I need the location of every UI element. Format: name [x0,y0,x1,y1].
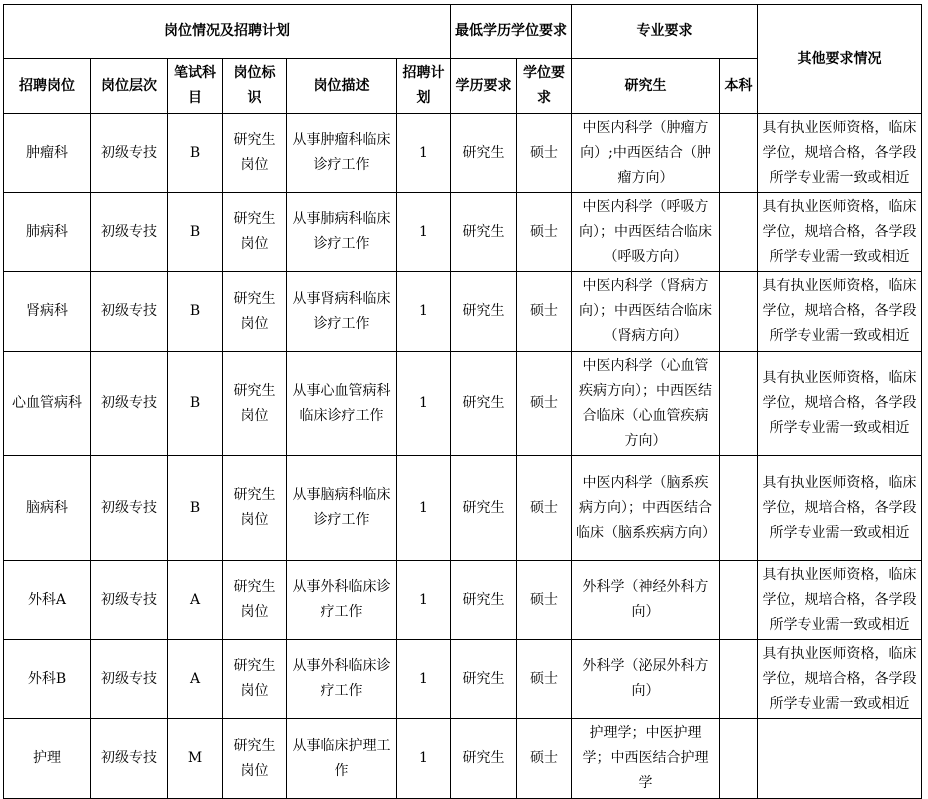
header-col-bachelor: 本科 [720,59,758,114]
cell-other [758,719,922,799]
cell-tag: 研究生岗位 [223,114,287,193]
header-col-position: 招聘岗位 [4,59,91,114]
cell-desc: 从事心血管病科临床诊疗工作 [287,352,397,456]
table-row [4,114,922,193]
cell-desc: 从事外科临床诊疗工作 [287,561,397,640]
cell-position: 心血管病科 [4,352,91,456]
header-col-desc: 岗位描述 [287,59,397,114]
cell-desc: 从事临床护理工作 [287,719,397,799]
header-group-degree: 最低学历学位要求 [451,5,572,59]
header-group-major: 专业要求 [572,5,758,59]
cell-level: 初级专技 [91,640,168,719]
table-row [4,272,922,352]
cell-bachelor [720,114,758,193]
cell-grad-major: 中医内科学（肾病方向）；中西医结合临床（肾病方向） [572,272,720,352]
cell-degree: 硕士 [517,719,572,799]
cell-exam: M [168,719,223,799]
cell-edu: 研究生 [451,719,517,799]
header-group-position: 岗位情况及招聘计划 [4,5,451,59]
cell-plan: 1 [397,561,451,640]
cell-degree: 硕士 [517,193,572,272]
cell-edu: 研究生 [451,352,517,456]
cell-level: 初级专技 [91,193,168,272]
cell-position: 肺病科 [4,193,91,272]
cell-grad-major: 中医内科学（肿瘤方向）;中西医结合（肿瘤方向） [572,114,720,193]
cell-degree: 硕士 [517,272,572,352]
cell-plan: 1 [397,114,451,193]
cell-position: 护理 [4,719,91,799]
table-row [4,561,922,640]
header-col-level: 岗位层次 [91,59,168,114]
header-row-1 [4,5,922,59]
cell-other: 具有执业医师资格，临床学位，规培合格，各学段所学专业需一致或相近 [758,456,922,561]
header-col-grad: 研究生 [572,59,720,114]
cell-level: 初级专技 [91,114,168,193]
cell-position: 外科A [4,561,91,640]
cell-bachelor [720,456,758,561]
cell-tag: 研究生岗位 [223,640,287,719]
cell-desc: 从事肾病科临床诊疗工作 [287,272,397,352]
table-row [4,719,922,799]
cell-degree: 硕士 [517,114,572,193]
cell-bachelor [720,640,758,719]
header-col-tag: 岗位标识 [223,59,287,114]
cell-exam: A [168,561,223,640]
cell-tag: 研究生岗位 [223,352,287,456]
cell-tag: 研究生岗位 [223,456,287,561]
recruitment-table [3,4,922,799]
cell-edu: 研究生 [451,272,517,352]
cell-position: 肾病科 [4,272,91,352]
cell-tag: 研究生岗位 [223,272,287,352]
cell-exam: B [168,114,223,193]
cell-grad-major: 中医内科学（呼吸方向）；中西医结合临床（呼吸方向） [572,193,720,272]
cell-position: 外科B [4,640,91,719]
cell-exam: A [168,640,223,719]
header-other: 其他要求情况 [758,5,922,114]
cell-exam: B [168,193,223,272]
cell-plan: 1 [397,272,451,352]
cell-edu: 研究生 [451,114,517,193]
cell-level: 初级专技 [91,352,168,456]
cell-tag: 研究生岗位 [223,719,287,799]
cell-plan: 1 [397,719,451,799]
cell-level: 初级专技 [91,719,168,799]
table-row [4,193,922,272]
cell-bachelor [720,561,758,640]
cell-other: 具有执业医师资格，临床学位，规培合格，各学段所学专业需一致或相近 [758,352,922,456]
cell-level: 初级专技 [91,561,168,640]
cell-other: 具有执业医师资格，临床学位，规培合格，各学段所学专业需一致或相近 [758,193,922,272]
cell-other: 具有执业医师资格，临床学位，规培合格，各学段所学专业需一致或相近 [758,272,922,352]
cell-position: 脑病科 [4,456,91,561]
cell-desc: 从事肿瘤科临床诊疗工作 [287,114,397,193]
cell-degree: 硕士 [517,352,572,456]
cell-plan: 1 [397,640,451,719]
cell-degree: 硕士 [517,456,572,561]
cell-bachelor [720,193,758,272]
cell-other: 具有执业医师资格，临床学位，规培合格，各学段所学专业需一致或相近 [758,640,922,719]
cell-bachelor [720,272,758,352]
cell-tag: 研究生岗位 [223,193,287,272]
cell-edu: 研究生 [451,456,517,561]
cell-desc: 从事脑病科临床诊疗工作 [287,456,397,561]
cell-exam: B [168,456,223,561]
table-row [4,352,922,456]
cell-bachelor [720,719,758,799]
header-col-edu: 学历要求 [451,59,517,114]
cell-grad-major: 中医内科学（脑系疾病方向）；中西医结合临床（脑系疾病方向） [572,456,720,561]
header-col-exam: 笔试科目 [168,59,223,114]
cell-level: 初级专技 [91,272,168,352]
header-col-deg: 学位要求 [517,59,572,114]
cell-degree: 硕士 [517,640,572,719]
header-col-plan: 招聘计划 [397,59,451,114]
cell-desc: 从事肺病科临床诊疗工作 [287,193,397,272]
cell-grad-major: 外科学（泌尿外科方向） [572,640,720,719]
cell-edu: 研究生 [451,561,517,640]
cell-tag: 研究生岗位 [223,561,287,640]
cell-grad-major: 中医内科学（心血管疾病方向）；中西医结合临床（心血管疾病方向） [572,352,720,456]
cell-position: 肿瘤科 [4,114,91,193]
table-row [4,640,922,719]
cell-plan: 1 [397,193,451,272]
cell-edu: 研究生 [451,193,517,272]
cell-desc: 从事外科临床诊疗工作 [287,640,397,719]
cell-level: 初级专技 [91,456,168,561]
cell-exam: B [168,272,223,352]
cell-plan: 1 [397,352,451,456]
cell-grad-major: 外科学（神经外科方向） [572,561,720,640]
cell-plan: 1 [397,456,451,561]
cell-edu: 研究生 [451,640,517,719]
cell-bachelor [720,352,758,456]
cell-grad-major: 护理学；中医护理学；中西医结合护理学 [572,719,720,799]
cell-degree: 硕士 [517,561,572,640]
cell-exam: B [168,352,223,456]
table-row [4,456,922,561]
cell-other: 具有执业医师资格，临床学位，规培合格，各学段所学专业需一致或相近 [758,561,922,640]
cell-other: 具有执业医师资格，临床学位，规培合格，各学段所学专业需一致或相近 [758,114,922,193]
